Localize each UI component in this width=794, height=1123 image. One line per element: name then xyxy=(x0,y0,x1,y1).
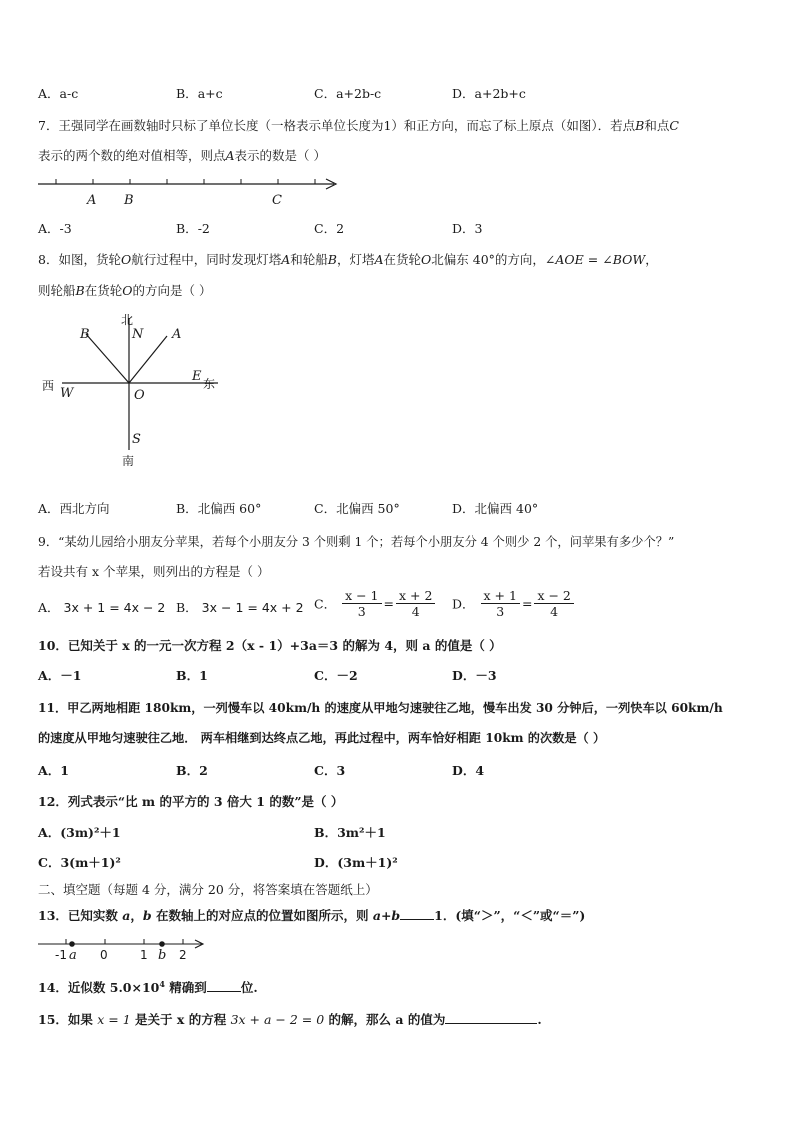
q10-option-b: B．1 xyxy=(176,668,208,683)
q7-option-a: A．-3 xyxy=(38,221,72,236)
q8-label-w: W xyxy=(60,386,74,401)
q11-option-c: C．3 xyxy=(314,763,346,778)
q9-stem-line2: 若设共有 x 个苹果，则列出的方程是（ ） xyxy=(38,564,270,579)
section-fill-in-title: 二、填空题（每题 4 分，满分 20 分，将答案填在答题纸上） xyxy=(38,882,378,897)
q11-option-d: D．4 xyxy=(452,763,485,778)
q13-label-a: a xyxy=(69,948,77,963)
q13-tick-1: 1 xyxy=(140,948,148,962)
q14-answer-blank[interactable] xyxy=(207,979,241,992)
q15-answer-blank[interactable] xyxy=(445,1011,537,1024)
q15-stem: 15．如果 x = 1 是关于 x 的方程 3x + a − 2 = 0 的解，那么 a 的值为 . xyxy=(38,1012,542,1027)
q11-option-b: B．2 xyxy=(176,763,208,778)
q13-tick-0: 0 xyxy=(100,948,108,962)
q8-option-a: A．西北方向 xyxy=(38,501,110,516)
q13-stem: 13．已知实数 a，b 在数轴上的对应点的位置如图所示，则 a+b 1．(填“＞”，“＜”或“＝”) xyxy=(38,908,586,923)
q13-label-b: b xyxy=(158,948,167,963)
q6-option-b: B．a+c xyxy=(176,86,223,101)
q11-option-a: A．1 xyxy=(38,763,69,778)
q7-option-b: B．-2 xyxy=(176,221,210,236)
q9-option-a: A． 3x + 1 = 4x − 2 xyxy=(38,600,166,615)
q6-option-a: A．a-c xyxy=(38,86,79,101)
q13-answer-blank[interactable] xyxy=(400,907,434,920)
q6-options xyxy=(38,84,738,102)
q8-stem-line2: 则轮船B在货轮O的方向是（ ） xyxy=(38,283,212,298)
q7-label-a: A xyxy=(87,193,97,208)
q8-label-south: 南 xyxy=(122,454,135,468)
q8-option-d: D．北偏西 40° xyxy=(452,501,539,516)
q13-number-line-figure xyxy=(38,932,213,962)
q9-c-frac-left: $\frac{x - 1}{3}$ xyxy=(342,588,381,619)
q9-option-d: D． $\frac{x + 1}{3}$ = $\frac{x - 2}{4}$ xyxy=(452,588,576,619)
q10-options xyxy=(38,666,738,684)
q8-label-o: O xyxy=(134,388,145,403)
q8-stem-line1: 8．如图，货轮O航行过程中，同时发现灯塔A和轮船B，灯塔A在货轮O北偏东 40°的方向，∠AOE = ∠BOW， xyxy=(38,252,658,267)
q10-option-d: D．－3 xyxy=(452,668,497,683)
q14-stem: 14．近似数 $5.0\times 10^4$ 精确到 位. xyxy=(38,978,258,995)
q8-label-n: N xyxy=(132,327,144,342)
q8-label-e: E xyxy=(192,369,202,384)
q9-d-frac-left: $\frac{x + 1}{3}$ xyxy=(481,588,520,619)
q8-label-north: 北 xyxy=(121,313,134,327)
q7-option-d: D．3 xyxy=(452,221,483,236)
q9-option-b: B． 3x − 1 = 4x + 2 xyxy=(176,600,304,615)
q7-stem-line2: 表示的两个数的绝对值相等，则点A表示的数是（ ） xyxy=(38,148,327,163)
q10-option-a: A．－1 xyxy=(38,668,82,683)
q8-label-s: S xyxy=(132,432,141,447)
q9-options xyxy=(38,588,738,624)
q8-label-east: 东 xyxy=(203,377,216,391)
q8-option-c: C．北偏西 50° xyxy=(314,501,400,516)
q13-tick-neg1: -1 xyxy=(55,948,67,962)
q7-options xyxy=(38,219,738,237)
q12-stem: 12．列式表示“比 m 的平方的 3 倍大 1 的数”是（ ） xyxy=(38,794,344,809)
q9-stem-line1: 9．“某幼儿园给小朋友分苹果，若每个小朋友分 3 个则剩 1 个；若每个小朋友分 4 个则少 2 个，问苹果有多少个？” xyxy=(38,535,675,549)
q6-option-d: D．a+2b+c xyxy=(452,86,526,101)
q13-tick-2: 2 xyxy=(179,948,187,962)
q8-options xyxy=(38,499,738,517)
q12-option-a: A．(3m)²＋1 xyxy=(38,825,121,840)
q9-c-frac-right: $\frac{x + 2}{4}$ xyxy=(396,588,435,619)
q11-stem-line2: 的速度从甲地匀速驶往乙地． 两车相继到达终点乙地，再此过程中，两车恰好相距 10km 的次数是（ ） xyxy=(38,731,606,745)
q12-option-c: C．3(m＋1)² xyxy=(38,855,121,870)
q9-option-c: C． $\frac{x - 1}{3}$ = $\frac{x + 2}{4}$ xyxy=(314,588,437,619)
q6-option-c: C．a+2b-c xyxy=(314,86,382,101)
q11-options xyxy=(38,761,738,779)
q9-d-frac-right: $\frac{x - 2}{4}$ xyxy=(534,588,573,619)
q8-label-a: A xyxy=(172,327,182,342)
q12-option-d: D．(3m＋1)² xyxy=(314,855,398,870)
q7-stem-line1: 7．王强同学在画数轴时只标了单位长度（一格表示单位长度为1）和正方向，而忘了标上原点（如图）．若点B和点C xyxy=(38,118,679,133)
q8-label-west: 西 xyxy=(42,379,55,393)
q7-label-c: C xyxy=(272,193,282,208)
q11-stem-line1: 11．甲乙两地相距 180km，一列慢车以 40km/h 的速度从甲地匀速驶往乙地，慢车出发 30 分钟后，一列快车以 60km/h xyxy=(38,701,723,715)
q8-compass-figure xyxy=(38,308,238,473)
q10-option-c: C．－2 xyxy=(314,668,358,683)
q7-number-line-figure xyxy=(38,170,348,210)
q10-stem: 10．已知关于 x 的一元一次方程 2（x - 1）+3a＝3 的解为 4，则 a 的值是（ ） xyxy=(38,638,502,653)
q7-option-c: C．2 xyxy=(314,221,345,236)
q12-option-b: B．3m²＋1 xyxy=(314,825,386,840)
q7-label-b: B xyxy=(124,193,134,208)
q8-option-b: B．北偏西 60° xyxy=(176,501,262,516)
q8-label-b: B xyxy=(80,327,90,342)
